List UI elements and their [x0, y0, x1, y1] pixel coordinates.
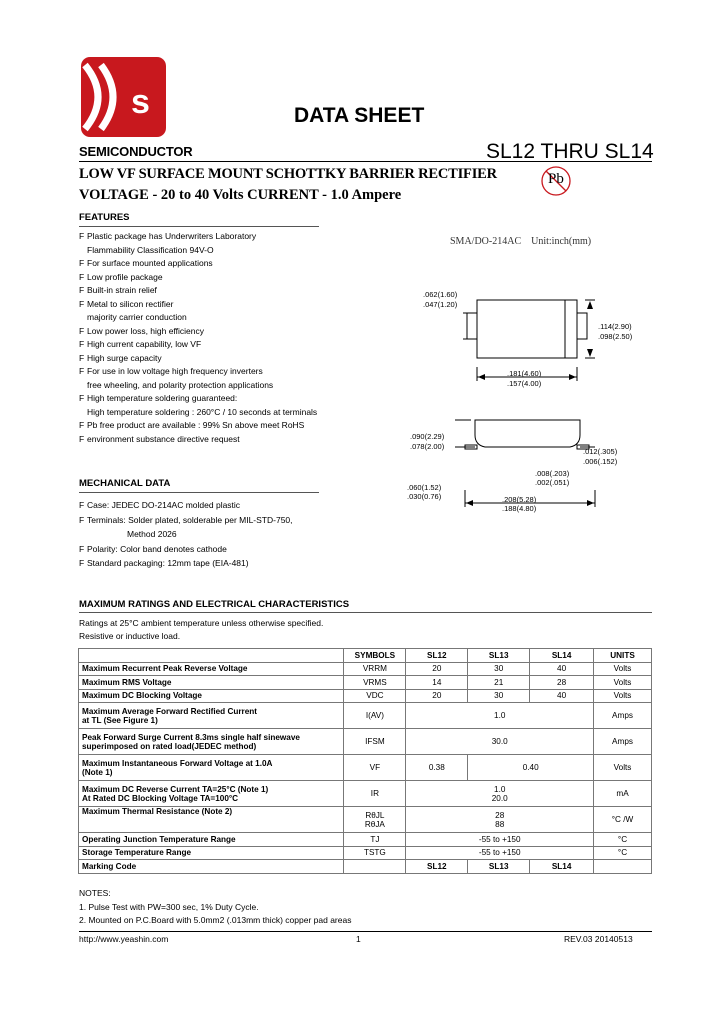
- list-item-text: Polarity: Color band denotes cathode: [87, 543, 227, 554]
- package-label: [450, 236, 591, 247]
- mechanical-rule: [79, 492, 319, 493]
- row-label: [79, 755, 344, 781]
- bullet-mark: F: [79, 298, 85, 309]
- list-item: [79, 365, 359, 379]
- part-range: SL12 THRU SL14: [486, 140, 654, 163]
- list-item: [79, 392, 359, 406]
- list-item: [79, 244, 359, 258]
- doc-title: DATA SHEET: [294, 104, 425, 127]
- header-rule: [79, 161, 652, 162]
- cell-value: 40: [530, 689, 594, 703]
- dim-4a: .090(2.29): [410, 432, 445, 441]
- bullet-mark: F: [79, 339, 85, 349]
- cell-value: 14: [406, 676, 468, 690]
- logo-letter: s: [131, 83, 150, 121]
- list-item: [79, 542, 359, 557]
- ratings-note-1: Ratings at 25°C ambient temperature unless otherwise specified.: [79, 618, 324, 628]
- list-item: [79, 379, 359, 393]
- features-rule: [79, 226, 319, 227]
- cell-value: SL12: [406, 860, 468, 874]
- product-title: LOW VF SURFACE MOUNT SCHOTTKY BARRIER RECTIFIER: [79, 166, 497, 182]
- col-symbols: SYMBOLS: [344, 649, 406, 663]
- dim-2b: .098(2.50): [598, 332, 633, 341]
- row-symbol-line: RθJL: [365, 810, 385, 820]
- row-unit: Amps: [594, 703, 652, 729]
- cell-value: [406, 781, 594, 807]
- row-label: Maximum RMS Voltage: [79, 676, 344, 690]
- list-item: [79, 298, 359, 312]
- bullet-mark: F: [79, 231, 85, 241]
- list-item-text: For use in low voltage high frequency inverters: [87, 366, 263, 376]
- row-symbol: TSTG: [344, 846, 406, 860]
- bullet-mark: F: [79, 271, 85, 282]
- row-unit: mA: [594, 781, 652, 807]
- row-symbol: [344, 807, 406, 833]
- bullet-mark: F: [79, 500, 85, 510]
- bullet-mark: F: [79, 558, 85, 568]
- list-item-text: Flammability Classification 94V-O: [87, 244, 214, 255]
- dim-7a: .060(1.52): [407, 483, 442, 492]
- mechanical-list: [79, 498, 359, 571]
- bullet-mark: F: [79, 420, 85, 430]
- dim-6a: .008(.203): [535, 469, 570, 478]
- dim-1b: .047(1.20): [423, 300, 458, 309]
- bullet-mark: F: [79, 352, 85, 363]
- cell-value: 40: [530, 662, 594, 676]
- dim-8a: .208(5.28): [502, 495, 537, 504]
- row-symbol: I(AV): [344, 703, 406, 729]
- cell-value: SL14: [530, 860, 594, 874]
- dim-5b: .006(.152): [583, 457, 618, 466]
- row-unit: °C: [594, 846, 652, 860]
- cell-value-line: 88: [495, 819, 505, 829]
- list-item-text: free wheeling, and polarity protection applications: [87, 379, 274, 390]
- dim-4b: .078(2.00): [410, 442, 445, 451]
- bullet-mark: F: [79, 366, 85, 376]
- table-row: [79, 689, 652, 703]
- list-item: [79, 419, 359, 433]
- cell-value: 0.38: [406, 755, 468, 781]
- bullet-mark: F: [79, 514, 85, 525]
- cell-value-line: 1.0: [494, 784, 506, 794]
- table-row: [79, 807, 652, 833]
- cell-value-line: 20.0: [491, 793, 508, 803]
- list-item-text: Low profile package: [87, 271, 163, 282]
- ratings-line: VOLTAGE - 20 to 40 Volts CURRENT - 1.0 Ampere: [79, 187, 402, 203]
- ratings-table: [78, 648, 652, 874]
- table-row: [79, 703, 652, 729]
- table-row: [79, 755, 652, 781]
- cell-value: 28: [530, 676, 594, 690]
- list-item-text: High temperature soldering guaranteed:: [87, 393, 238, 403]
- cell-value: 1.0: [406, 703, 594, 729]
- row-symbol: VRMS: [344, 676, 406, 690]
- bullet-mark: F: [79, 325, 85, 336]
- cell-value: 30.0: [406, 729, 594, 755]
- cell-value: 30: [468, 689, 530, 703]
- pb-free-icon: [540, 165, 572, 197]
- table-header-row: [79, 649, 652, 663]
- row-symbol: VF: [344, 755, 406, 781]
- list-item: [79, 230, 359, 244]
- row-unit: Volts: [594, 676, 652, 690]
- table-row: [79, 662, 652, 676]
- row-label-line: At Rated DC Blocking Voltage TA=100°C: [82, 793, 239, 803]
- list-item: [79, 284, 359, 298]
- row-unit: Volts: [594, 755, 652, 781]
- cell-value: 20: [406, 689, 468, 703]
- list-item: [79, 257, 359, 271]
- company-logo: [81, 57, 166, 137]
- cell-value: -55 to +150: [406, 833, 594, 847]
- footer-rule: [79, 931, 652, 932]
- col-units: UNITS: [594, 649, 652, 663]
- row-symbol: IR: [344, 781, 406, 807]
- row-symbol: VRRM: [344, 662, 406, 676]
- dim-3a: .181(4.60): [507, 369, 542, 378]
- features-heading: FEATURES: [79, 212, 130, 223]
- list-item: [79, 513, 359, 528]
- row-label-line: Maximum Instantaneous Forward Voltage at 1.0A: [82, 758, 273, 768]
- bullet-mark: F: [79, 433, 85, 444]
- bullet-mark: F: [79, 258, 85, 268]
- page-number: 1: [356, 934, 361, 944]
- table-row: [79, 781, 652, 807]
- row-label: [79, 703, 344, 729]
- list-item-text: Terminals: Solder plated, solderable per MIL-STD-750,: [87, 514, 293, 525]
- dim-2a: .114(2.90): [598, 322, 632, 331]
- row-label: Operating Junction Temperature Range: [79, 833, 344, 847]
- row-unit: Amps: [594, 729, 652, 755]
- list-item-text: majority carrier conduction: [87, 312, 187, 322]
- list-item: [79, 352, 359, 366]
- row-label: Storage Temperature Range: [79, 846, 344, 860]
- row-label: [79, 729, 344, 755]
- row-label: Maximum DC Blocking Voltage: [79, 689, 344, 703]
- ratings-rule: [79, 612, 652, 613]
- col-sl13: SL13: [468, 649, 530, 663]
- features-list: [79, 230, 359, 446]
- list-item-text: Built-in strain relief: [87, 285, 157, 295]
- package-unit: Unit:inch(mm): [531, 236, 592, 247]
- note-2: 2. Mounted on P.C.Board with 5.0mm2 (.013mm thick) copper pad areas: [79, 915, 352, 925]
- bullet-mark: F: [79, 543, 85, 554]
- list-item-text: Case: JEDEC DO-214AC molded plastic: [87, 500, 241, 510]
- list-item: [79, 433, 359, 447]
- cell-value: SL13: [468, 860, 530, 874]
- row-label-line: (Note 1): [82, 767, 113, 777]
- row-label-line: Peak Forward Surge Current 8.3ms single half sinewave: [82, 732, 300, 742]
- list-item-text: High temperature soldering : 260°C / 10 seconds at terminals: [87, 406, 318, 417]
- table-row: [79, 729, 652, 755]
- cell-value-line: 28: [495, 810, 505, 820]
- col-sl12: SL12: [406, 649, 468, 663]
- cell-value: [406, 807, 594, 833]
- dim-7b: .030(0.76): [407, 492, 442, 501]
- list-item: [79, 325, 359, 339]
- package-outline-drawing: [405, 285, 635, 515]
- row-label-line: at TL (See Figure 1): [82, 715, 158, 725]
- list-item-text: Pb free product are available : 99% Sn above meet RoHS: [87, 420, 305, 430]
- ratings-note-2: Resistive or inductive load.: [79, 631, 181, 641]
- pb-free-label: Pb: [548, 171, 564, 187]
- table-row: [79, 676, 652, 690]
- list-item-text: For surface mounted applications: [87, 258, 213, 268]
- row-label-line: Maximum Average Forward Rectified Current: [82, 706, 258, 716]
- table-row: [79, 860, 652, 874]
- list-item-text: environment substance directive request: [87, 433, 240, 444]
- cell-value: -55 to +150: [406, 846, 594, 860]
- bullet-mark: F: [79, 393, 85, 403]
- row-label-line: superimposed on rated load(JEDEC method): [82, 741, 257, 751]
- dim-1a: .062(1.60): [423, 290, 458, 299]
- company-name: SEMICONDUCTOR: [79, 144, 193, 159]
- cell-value: 30: [468, 662, 530, 676]
- website-link[interactable]: http://www.yeashin.com: [79, 934, 169, 944]
- cell-value: 21: [468, 676, 530, 690]
- list-item: [79, 338, 359, 352]
- list-item-text: Metal to silicon rectifier: [87, 298, 174, 309]
- note-1: 1. Pulse Test with PW=300 sec, 1% Duty Cycle.: [79, 902, 259, 912]
- row-label: [79, 781, 344, 807]
- list-item: [79, 556, 359, 571]
- row-unit: °C: [594, 833, 652, 847]
- mechanical-heading: MECHANICAL DATA: [79, 478, 171, 489]
- list-item-text: High current capability, low VF: [87, 339, 202, 349]
- cell-value: 0.40: [468, 755, 594, 781]
- row-unit: Volts: [594, 662, 652, 676]
- list-item-text: Plastic package has Underwriters Laboratory: [87, 231, 257, 241]
- notes-heading: NOTES:: [79, 888, 111, 898]
- col-sl14: SL14: [530, 649, 594, 663]
- row-label: Maximum Recurrent Peak Reverse Voltage: [79, 662, 344, 676]
- dim-3b: .157(4.00): [507, 379, 542, 388]
- bullet-mark: F: [79, 285, 85, 295]
- revision: REV.03 20140513: [564, 934, 633, 944]
- list-item-text: Method 2026: [127, 529, 177, 539]
- dim-6b: .002(.051): [535, 478, 570, 487]
- list-item: [79, 498, 359, 513]
- list-item: [79, 271, 359, 285]
- list-item: [79, 311, 359, 325]
- table-row: [79, 846, 652, 860]
- cell-value: 20: [406, 662, 468, 676]
- row-label-line: Maximum DC Reverse Current TA=25°C (Note 1): [82, 784, 269, 794]
- row-unit: Volts: [594, 689, 652, 703]
- row-label: Marking Code: [79, 860, 344, 874]
- list-item-text: Standard packaging: 12mm tape (EIA-481): [87, 558, 249, 568]
- dim-5a: .012(.305): [583, 447, 618, 456]
- table-row: [79, 833, 652, 847]
- list-item-text: Low power loss, high efficiency: [87, 325, 205, 336]
- row-symbol-line: RθJA: [364, 819, 385, 829]
- row-label: Maximum Thermal Resistance (Note 2): [79, 807, 344, 833]
- row-symbol: VDC: [344, 689, 406, 703]
- list-item: [79, 406, 359, 420]
- row-symbol: IFSM: [344, 729, 406, 755]
- ratings-heading: MAXIMUM RATINGS AND ELECTRICAL CHARACTERISTICS: [79, 599, 350, 610]
- row-symbol: TJ: [344, 833, 406, 847]
- row-unit: °C /W: [594, 807, 652, 833]
- list-item: [79, 527, 359, 542]
- list-item-text: High surge capacity: [87, 352, 162, 363]
- package-name: SMA/DO-214AC: [450, 236, 522, 247]
- dim-8b: .188(4.80): [502, 504, 537, 513]
